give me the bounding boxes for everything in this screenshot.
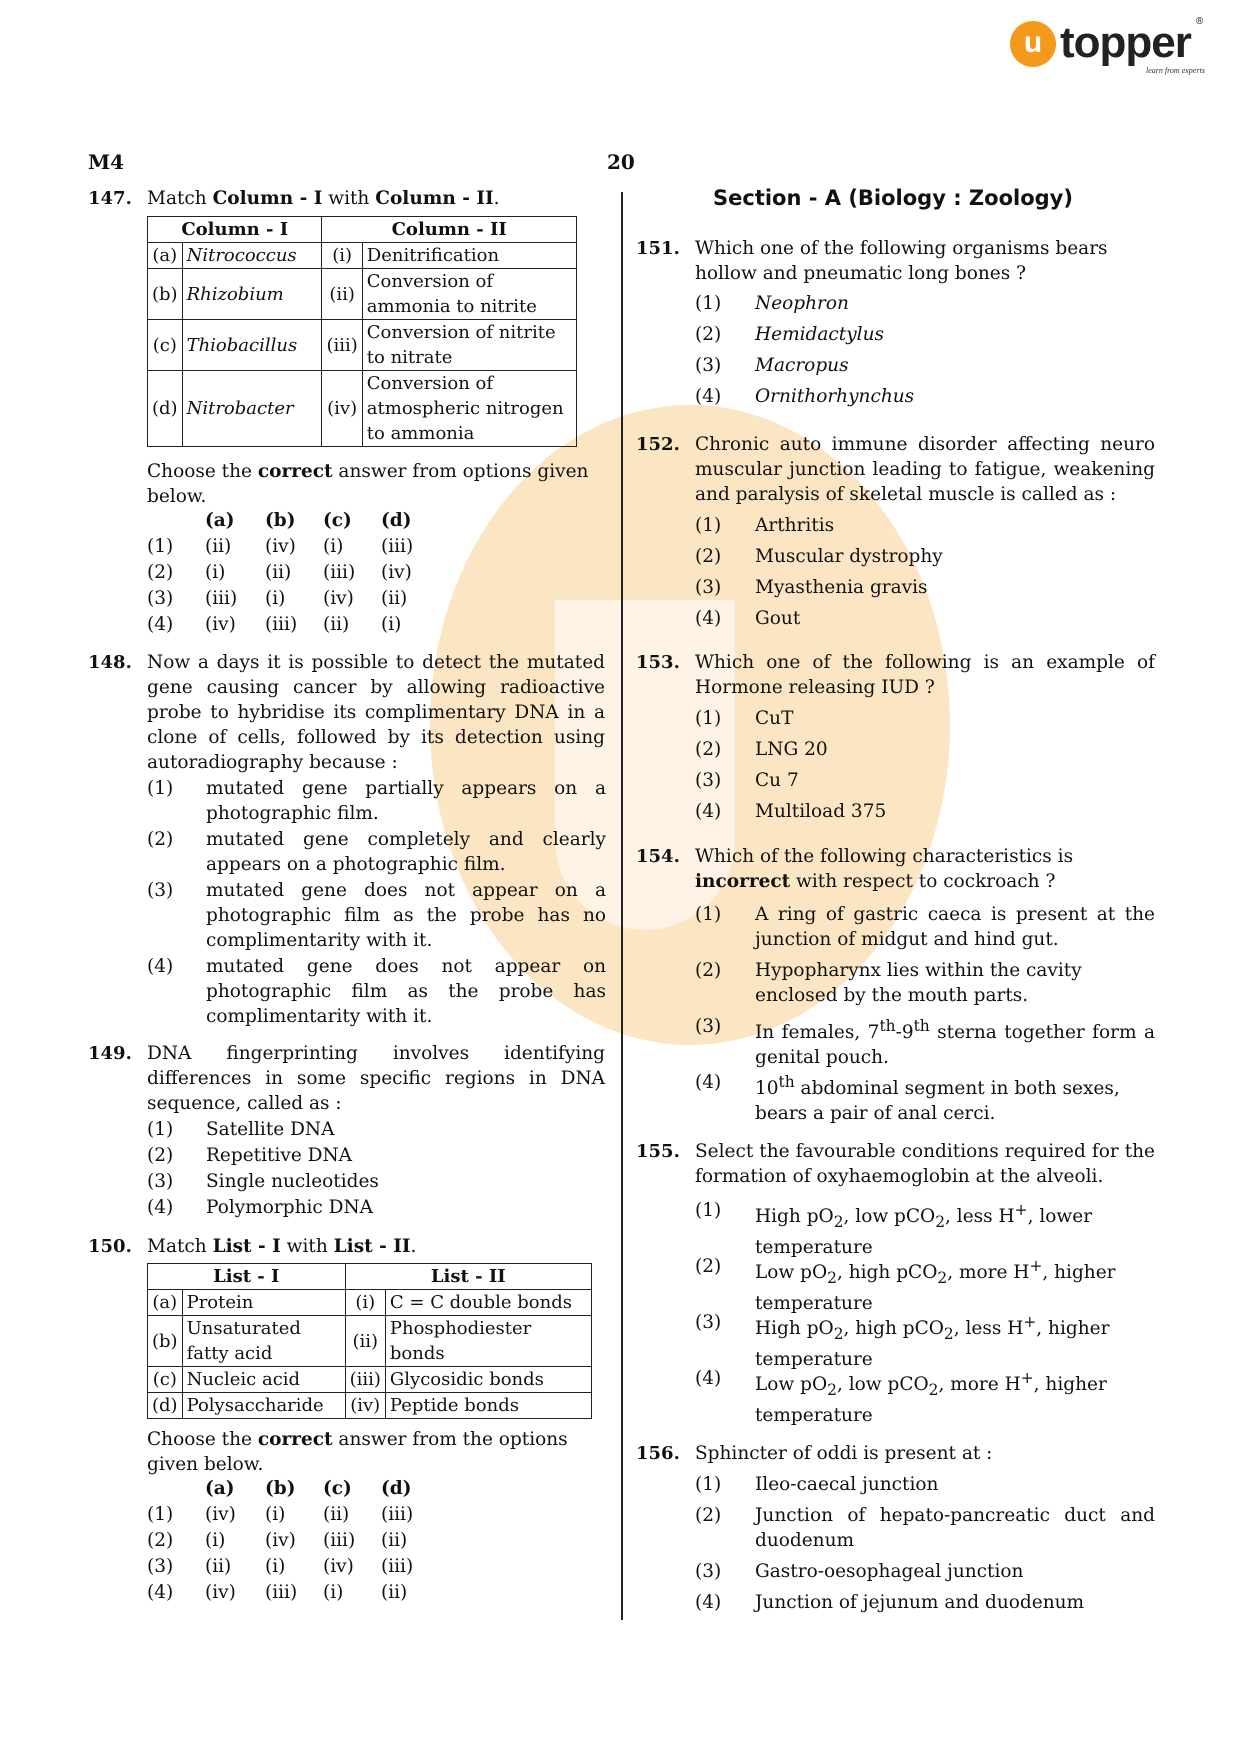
option-number: (2) [695,739,722,760]
answer-option[interactable]: Multiload 375 [755,801,887,822]
row-label: (ii) [322,269,362,320]
answer-option[interactable]: Hypopharynx lies within the cavity enclosed by the mouth parts. [755,960,1082,1006]
option-number: (3) [695,770,722,791]
option-number: (3) [695,577,722,598]
table-row [148,243,577,269]
column-2-cell: Conversion of nitrite to nitrate [362,320,576,371]
question-number: 152. [636,434,680,455]
answer-option[interactable]: Low $pO_2$, high pCO$_2$, more H+, higher temperature [755,1257,1116,1314]
row-label: (iv) [345,1393,385,1419]
option-number: (1) [147,778,174,799]
row-label: (c) [148,1367,183,1393]
table-row [148,371,577,447]
table-row [148,1316,592,1367]
question-147-instruction: Choose the correct answer from options given below. [147,461,589,507]
row-label: (b) [148,1316,183,1367]
option-number: (1) [695,515,722,536]
question-number: 149. [88,1043,132,1064]
answer-option[interactable]: High $pO_2$, low pCO$_2$, less H+, lower temperature [755,1201,1093,1258]
answer-option[interactable]: Polymorphic DNA [206,1197,374,1218]
option-number: (1) [147,1119,174,1140]
column-header: List - I [148,1264,346,1290]
question-153-stem: Which one of the following is an example of Hormone releasing IUD ? [695,652,1155,698]
row-label: (iii) [345,1367,385,1393]
column-2-cell: Denitrification [362,243,576,269]
option-number: (2) [147,1145,174,1166]
brand-name: topper [1060,18,1191,67]
option-number: (3) [695,355,722,376]
answer-option[interactable]: Repetitive DNA [206,1145,353,1166]
answer-option[interactable]: Arthritis [755,515,835,536]
row-label: (d) [148,1393,183,1419]
answer-option[interactable]: In females, 7th-9th sterna together form a genital pouch. [755,1017,1155,1069]
row-label: (c) [148,320,183,371]
option-number: (1) [695,1200,722,1221]
column-2-cell: Conversion of atmospheric nitrogen to ammonia [362,371,576,447]
answer-option[interactable]: Single nucleotides [206,1171,379,1192]
option-number: (2) [695,960,722,981]
table-row [148,320,577,371]
question-155-stem: Select the favourable conditions required for the formation of oxyhaemoglobin at the alveoli. [695,1141,1155,1187]
column-1-cell: Polysaccharide [182,1393,345,1419]
answer-option[interactable]: Muscular dystrophy [755,546,943,567]
answer-option[interactable]: Junction of hepato-pancreatic duct and duodenum [755,1505,1155,1551]
option-number: (1) [695,904,722,925]
brand-tagline: learn from experts [1146,66,1205,75]
question-number: 151. [636,238,680,259]
answer-option[interactable]: mutated gene partially appears on a photographic film. [206,778,606,824]
option-number: (4) [695,1592,722,1613]
match-table-147 [147,216,577,447]
option-column-head: (c) [323,510,352,531]
question-149-stem: DNA fingerprinting involves identifying differences in some specific regions in DNA sequence, called as : [147,1043,605,1114]
row-label: (ii) [345,1316,385,1367]
brand-mark-icon: u [1010,21,1056,67]
option-number: (4) [695,1368,722,1389]
answer-option[interactable]: (1) (iv) (i) (ii) (iii) [147,1504,414,1525]
table-header-row [148,217,577,243]
option-number: (3) [695,1561,722,1582]
answer-option[interactable]: (4) (iv) (iii) (i) (ii) [147,1582,408,1603]
answer-option[interactable]: Macropus [755,355,849,376]
answer-options-147 [147,508,413,638]
answer-option[interactable]: Satellite DNA [206,1119,335,1140]
option-number: (4) [147,956,174,977]
answer-option[interactable]: Cu 7 [755,770,799,791]
question-number: 154. [636,846,680,867]
option-column-head: (a) [205,510,235,531]
answer-option[interactable]: Myasthenia gravis [755,577,928,598]
column-1-cell: Unsaturated fatty acid [182,1316,345,1367]
column-1-cell: Nitrobacter [182,371,322,447]
question-number: 153. [636,652,680,673]
row-label: (iii) [322,320,362,371]
answer-options-150 [147,1476,413,1606]
question-150-instruction: Choose the correct answer from the options given below. [147,1429,568,1475]
option-column-head: (a) [205,1478,235,1499]
option-column-head: (b) [265,1478,296,1499]
column-2-cell: Glycosidic bonds [385,1367,591,1393]
column-divider [621,192,623,1620]
answer-option[interactable]: (2) (i) (ii) (iii) (iv) [147,562,412,583]
question-number: 147. [88,188,132,209]
answer-option[interactable]: Hemidactylus [755,324,884,345]
question-152-stem: Chronic auto immune disorder affecting neuro muscular junction leading to fatigue, weakening and paralysis of skeletal muscle is called as : [695,434,1155,505]
column-header: Column - I [148,217,322,243]
answer-option[interactable]: mutated gene completely and clearly appears on a photographic film. [206,829,606,875]
column-1-cell: Rhizobium [182,269,322,320]
option-number: (2) [147,829,174,850]
column-2-cell: C = C double bonds [385,1290,591,1316]
option-number: (4) [695,386,722,407]
question-number: 155. [636,1141,680,1162]
column-1-cell: Nucleic acid [182,1367,345,1393]
answer-option[interactable]: High $pO_2$, high pCO$_2$, less H+, higher temperature [755,1313,1110,1370]
column-2-cell: Phosphodiester bonds [385,1316,591,1367]
option-number: (4) [695,608,722,629]
answer-option[interactable]: Ileo-caecal junction [755,1474,939,1495]
answer-option[interactable]: (3) (iii) (i) (iv) (ii) [147,588,408,609]
option-number: (3) [695,1016,722,1037]
question-150-stem: Match List - I with List - II. [147,1236,417,1257]
match-table-150 [147,1263,592,1419]
answer-option[interactable]: mutated gene does not appear on a photographic film as the probe has no complimentarity with it. [206,880,606,951]
answer-option[interactable]: Ornithorhynchus [755,386,915,407]
section-title: Section - A (Biology : Zoology) [713,186,1073,210]
table-row [148,1367,592,1393]
option-number: (2) [695,1256,722,1277]
answer-option[interactable]: CuT [755,708,794,729]
answer-option[interactable]: Gastro-oesophageal junction [755,1561,1024,1582]
table-row [148,269,577,320]
question-number: 148. [88,652,132,673]
brand-logo [1010,16,1210,76]
answer-option[interactable]: Gout [755,608,801,629]
option-number: (3) [147,1171,174,1192]
column-2-cell: Peptide bonds [385,1393,591,1419]
question-number: 150. [88,1236,132,1257]
row-label: (a) [148,243,183,269]
option-column-head: (d) [381,1478,412,1499]
row-label: (i) [345,1290,385,1316]
option-number: (1) [695,708,722,729]
answer-option[interactable]: 10th abdominal segment in both sexes, bears a pair of anal cerci. [755,1073,1120,1125]
answer-option[interactable]: (4) (iv) (iii) (ii) (i) [147,614,402,635]
column-header: Column - II [322,217,577,243]
row-label: (i) [322,243,362,269]
answer-option[interactable]: LNG 20 [755,739,828,760]
answer-option[interactable]: (2) (i) (iv) (iii) (ii) [147,1530,408,1551]
option-number: (3) [695,1312,722,1333]
option-number: (2) [695,546,722,567]
question-148-stem: Now a days it is possible to detect the mutated gene causing cancer by allowing radioactive probe to hybridise its complimentary DNA in a clone of cells, followed by its detection using autoradiography because : [147,652,605,773]
option-number: (1) [695,1474,722,1495]
column-1-cell: Thiobacillus [182,320,322,371]
table-row [148,1393,592,1419]
answer-option[interactable]: Neophron [755,293,849,314]
option-number: (2) [695,324,722,345]
answer-option[interactable]: A ring of gastric caeca is present at the junction of midgut and hind gut. [755,904,1155,950]
question-151-stem: Which one of the following organisms bears hollow and pneumatic long bones ? [695,238,1108,284]
option-number: (2) [695,1505,722,1526]
answer-option[interactable]: (3) (ii) (i) (iv) (iii) [147,1556,414,1577]
paper-code: M4 [88,150,125,174]
column-1-cell: Nitrococcus [182,243,322,269]
answer-option[interactable]: Low $pO_2$, low pCO$_2$, more H+, higher temperature [755,1369,1107,1426]
page-number: 20 [607,150,635,174]
column-2-cell: Conversion of ammonia to nitrite [362,269,576,320]
option-column-head: (d) [381,510,412,531]
option-column-head: (c) [323,1478,352,1499]
option-number: (1) [695,293,722,314]
question-154-stem: Which of the following characteristics is incorrect with respect to cockroach ? [695,846,1074,892]
row-label: (iv) [322,371,362,447]
option-number: (4) [695,801,722,822]
option-number: (3) [147,880,174,901]
question-156-stem: Sphincter of oddi is present at : [695,1443,993,1464]
question-number: 156. [636,1443,680,1464]
row-label: (b) [148,269,183,320]
option-number: (4) [147,1197,174,1218]
row-label: (a) [148,1290,183,1316]
option-column-head: (b) [265,510,296,531]
table-row [148,1290,592,1316]
option-number: (4) [695,1072,722,1093]
row-label: (d) [148,371,183,447]
brand-registered: ® [1196,16,1204,27]
column-1-cell: Protein [182,1290,345,1316]
answer-option[interactable]: Junction of jejunum and duodenum [755,1592,1085,1613]
answer-option[interactable]: (1) (ii) (iv) (i) (iii) [147,536,414,557]
answer-option[interactable]: mutated gene does not appear on photographic film as the probe has complimentarity with it. [206,956,606,1027]
column-header: List - II [345,1264,591,1290]
table-header-row [148,1264,592,1290]
question-147-stem: Match Column - I with Column - II. [147,188,500,209]
